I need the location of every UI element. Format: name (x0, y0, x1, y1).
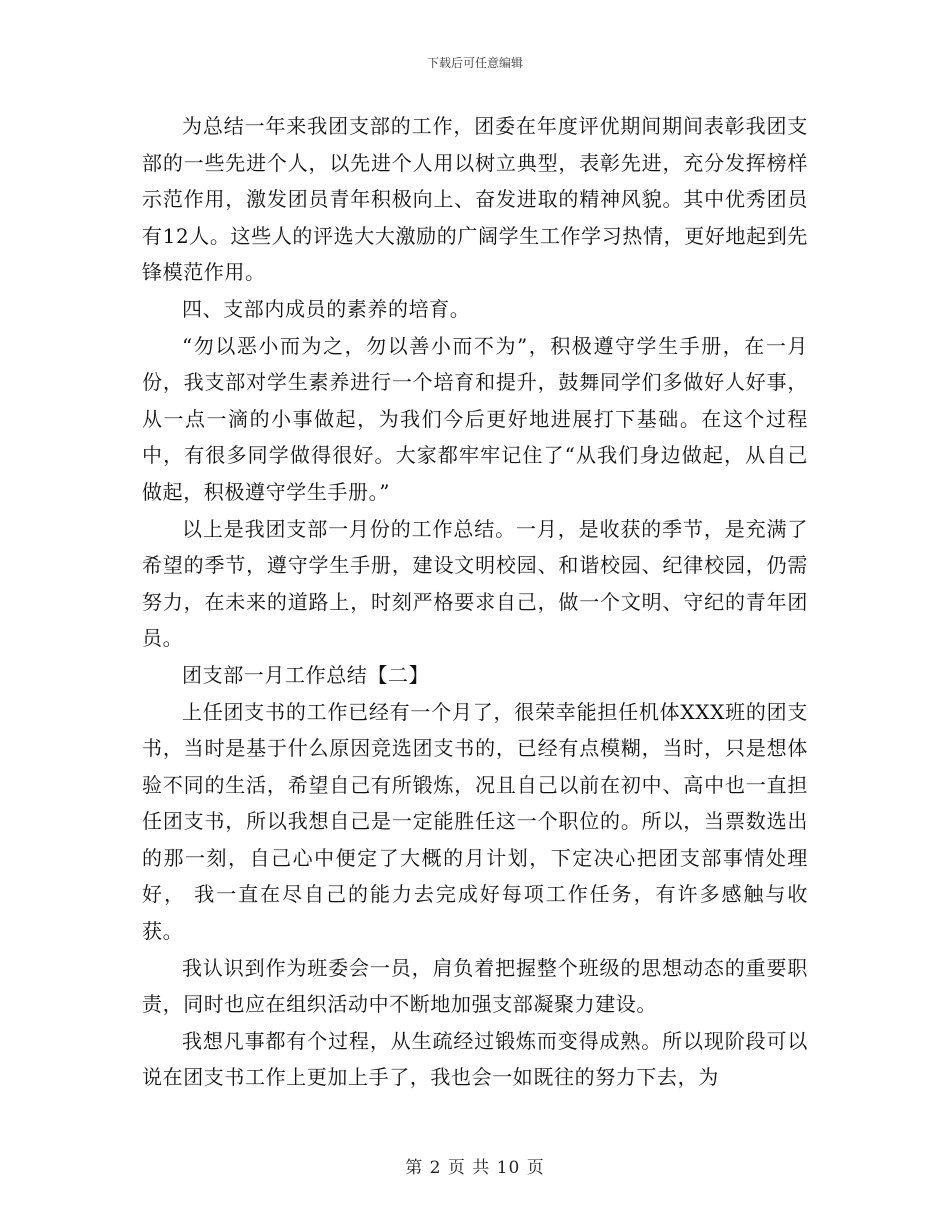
section-heading-part-two: 团支部一月工作总结【二】 (182, 662, 430, 687)
section-heading-cultivation: 四、支部内成员的素养的培育。 (182, 296, 471, 321)
page-number-footer: 第 2 页 共 10 页 (405, 1158, 545, 1178)
paragraph-commendation: 为总结一年来我团支部的工作，团委在年度评优期间期间表彰我团支部的一些先进个人，以先进个人用以树立典型，表彰先进，充分发挥榜样示范作用，激发团员青年积极向上、奋发进取的精神风貌。其中优秀团员有12人。这些人的评选大大激励的广阔学生工作学习热情，更好地起到先锋模范作用。 (142, 114, 808, 285)
paragraph-summary: 以上是我团支部一月份的工作总结。一月，是收获的季节，是充满了希望的季节，遵守学生手册，建设文明校园、和谐校园、纪律校园，仍需努力，在未来的道路上，时刻严格要求自己，做一个文明、守纪的青年团员。 (142, 516, 808, 651)
page-header-note: 下载后可任意编辑 (426, 56, 523, 70)
paragraph-responsibility: 我认识到作为班委会一员，肩负着把握整个班级的思想动态的重要职责，同时也应在组织活动中不断地加强支部凝聚力建设。 (142, 955, 808, 1017)
paragraph-student-handbook: “勿以恶小而为之，勿以善小而不为”，积极遵守学生手册，在一月份，我支部对学生素养进行一个培育和提升，鼓舞同学们多做好人好事，从一点一滴的小事做起，为我们今后更好地进展打下基础。在这个过程中，有很多同学做得很好。大家都牢牢记住了“从我们身边做起，从自己做起，积极遵守学生手册。” (142, 333, 808, 504)
document-body (142, 108, 808, 1096)
paragraph-process: 我想凡事都有个过程，从生疏经过锻炼而变得成熟。所以现阶段可以说在团支书工作上更加上手了，我也会一如既往的努力下去，为 (142, 1028, 808, 1090)
paragraph-first-month: 上任团支书的工作已经有一个月了，很荣幸能担任机体XXX班的团支书，当时是基于什么原因竞选团支书的，已经有点模糊，当时，只是想体验不同的生活，希望自己有所锻炼，况且自己以前在初中、高中也一直担任团支书，所以我想自己是一定能胜任这一个职位的。所以，当票数选出的那一刻，自己心中便定了大概的月计划，下定决心把团支部事情处理好， 我一直在尽自己的能力去完成好每项工作任务，有许多感触与收获。 (142, 699, 808, 944)
